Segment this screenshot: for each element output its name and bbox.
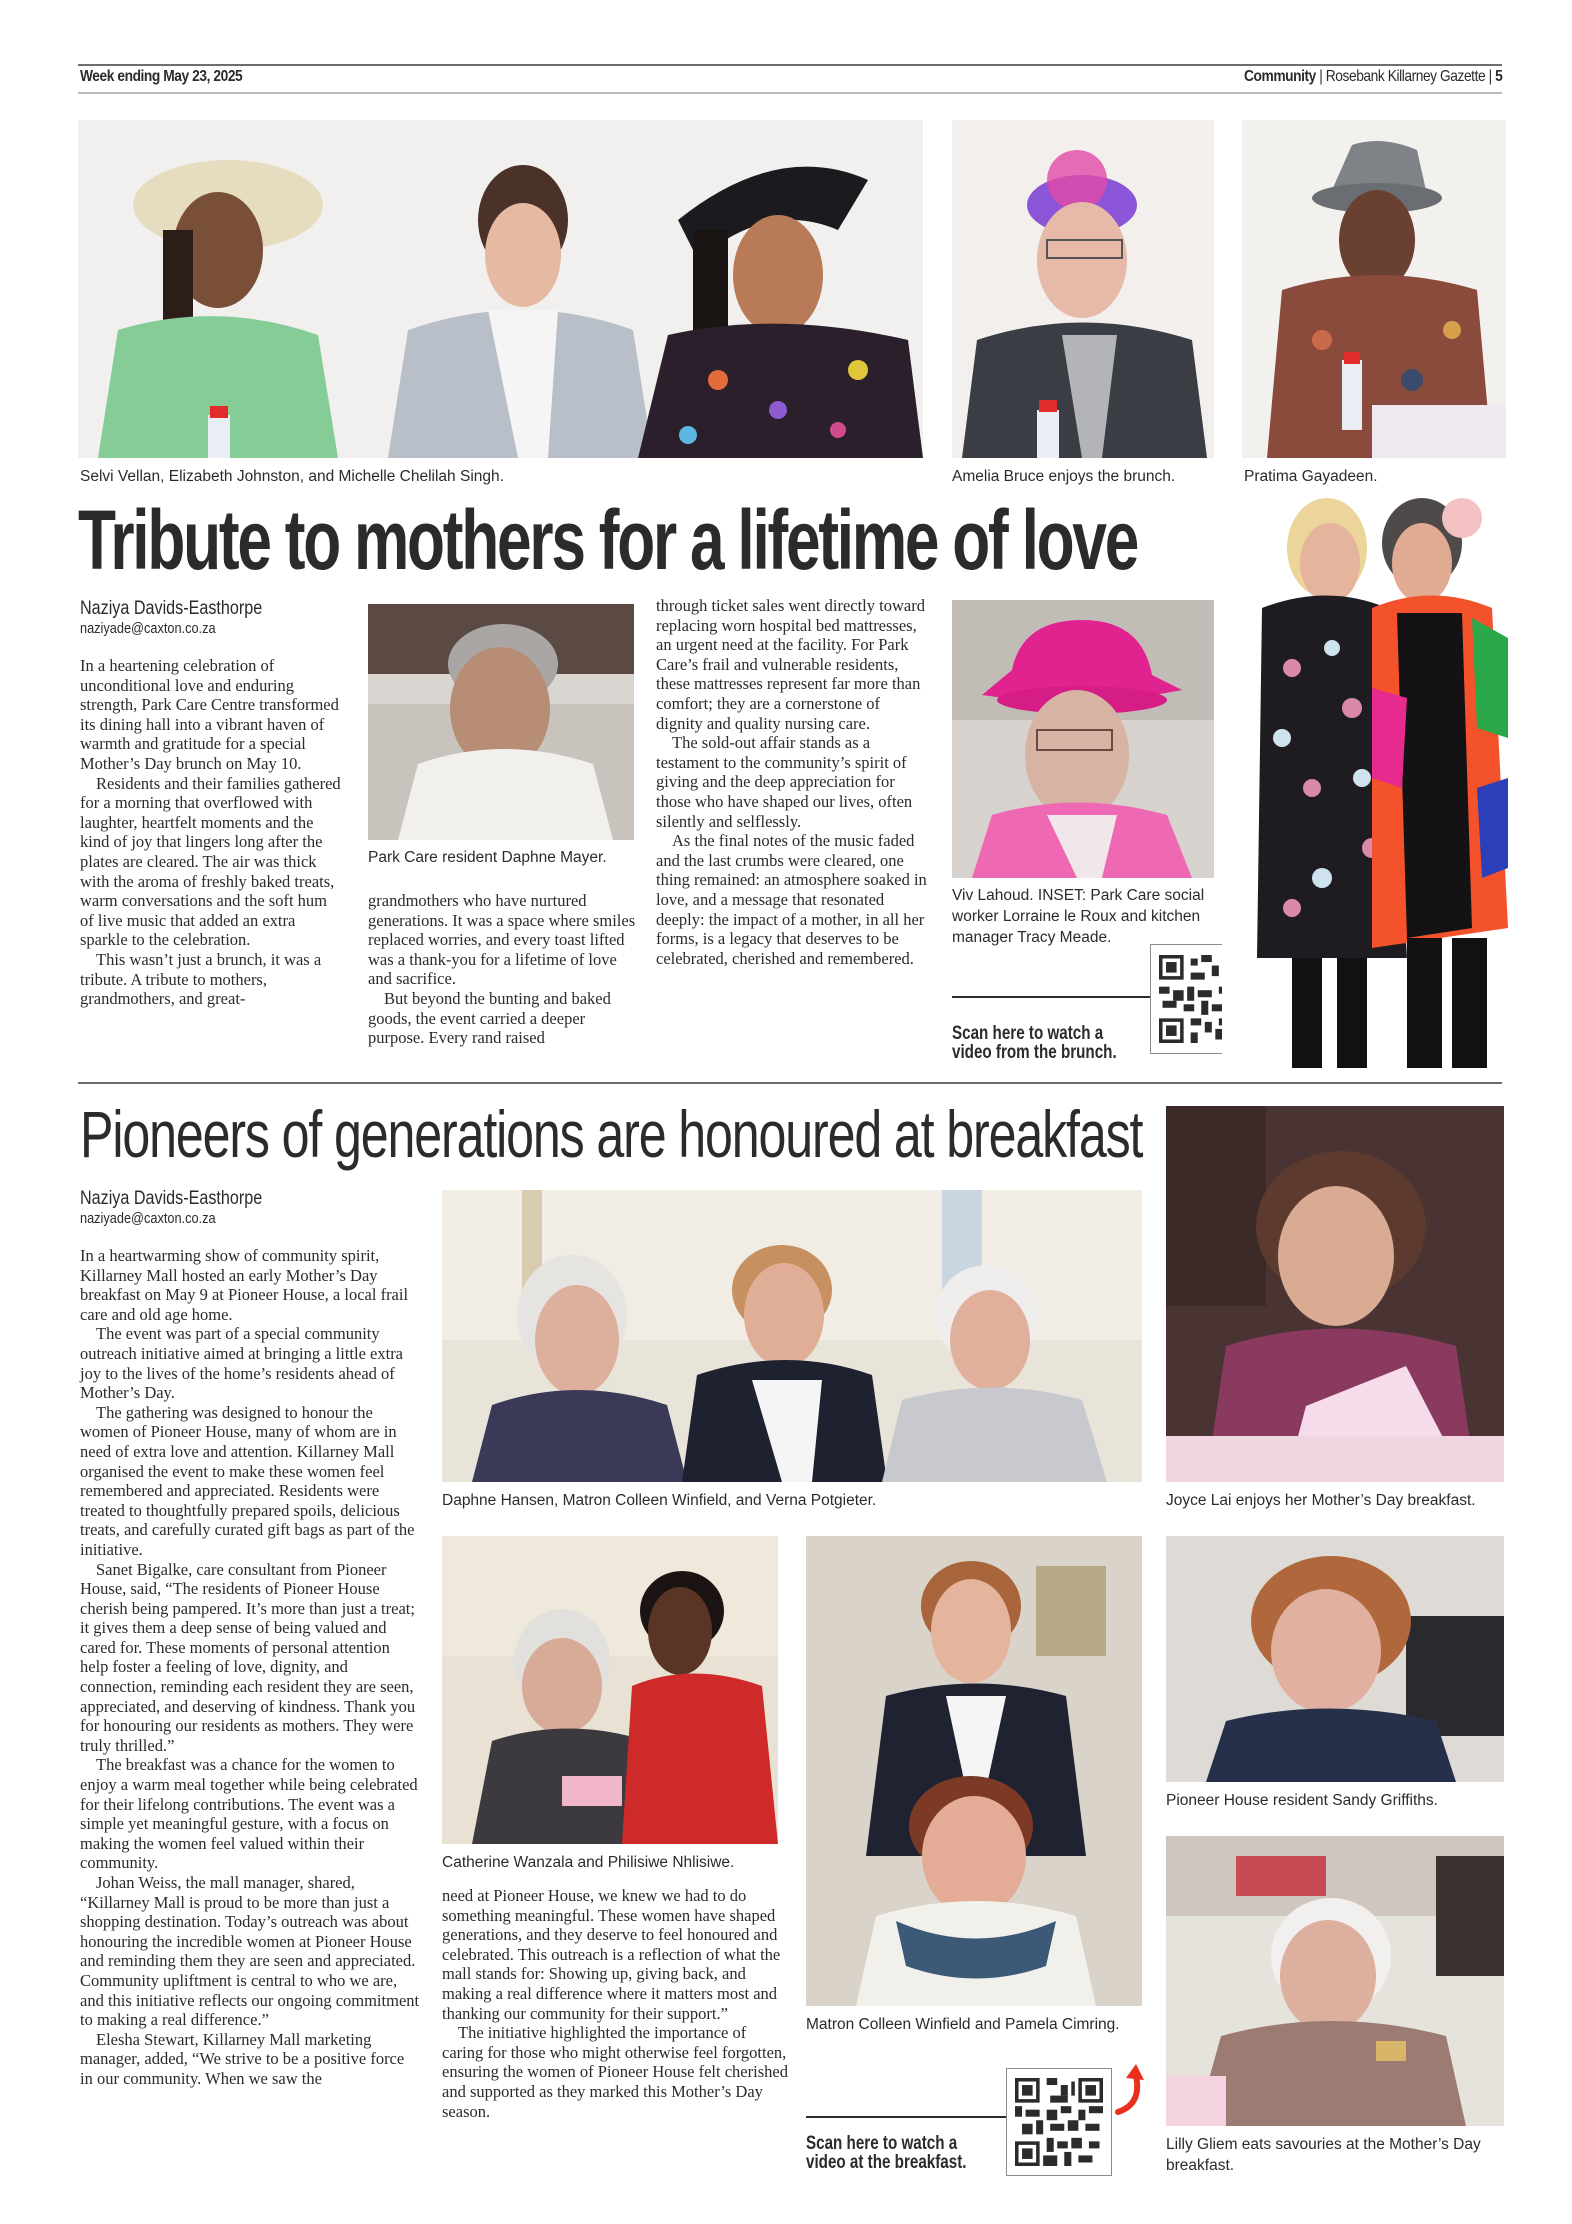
folio-bottom-rule	[78, 92, 1502, 94]
paragraph: need at Pioneer House, we knew we had to do something meaningful. These women have shaped generations, and they deserve to feel honoured and celebrated. This outreach is a reflection of what the mall stands for: Showing up, giving back, and making a real difference where it matters most and thanking our community for their support.”	[442, 1886, 781, 2023]
photo-catherine-philisiwe	[442, 1536, 778, 1844]
photo-caption: Catherine Wanzala and Philisiwe Nhlisiwe.	[442, 1854, 735, 1871]
qr-rule	[806, 2116, 1006, 2118]
photo-caption: Joyce Lai enjoys her Mother’s Day breakfast.	[1166, 1492, 1476, 1509]
paragraph: Residents and their families gathered for a morning that overflowed with laughter, heartfelt moments and the kind of joy that lingers long after the plates are cleared. The air was thick with the aroma of freshly baked treats, warm conversations and the soft hum of live music that added an extra sparkle to the celebration.	[80, 773, 341, 950]
paragraph: The gathering was designed to honour the women of Pioneer House, many of whom are in need of extra love and attention. Killarney Mall organised the event to make these women feel remembered and appreciated. Residents were treated to thoughtfully prepared spoils, delicious treats, and carefully curated gift bags as part of the initiative.	[80, 1402, 415, 1559]
paragraph: Elesha Stewart, Killarney Mall marketing manager, added, “We strive to be a positive force in our community. When we saw the	[80, 2029, 405, 2088]
story1-column-2	[368, 891, 640, 1048]
paragraph: The initiative highlighted the importance of caring for those who might otherwise feel forgotten, ensuring the women of Pioneer House felt cherished and supported as they marked this Mother’s Day season.	[442, 2023, 788, 2121]
paragraph: This wasn’t just a brunch, it was a tribute. A tribute to mothers, grandmothers, and great-	[80, 949, 322, 1009]
photo-caption: Lilly Gliem eats savouries at the Mother’s Day breakfast.	[1166, 2136, 1481, 2174]
photo-three-women	[78, 120, 923, 458]
folio-section-name: Community	[1243, 68, 1316, 85]
paragraph: grandmothers who have nurtured generations. It was a space where smiles replaced worries, and every toast lifted was a thank-you for a lifetime of love and sacrifice.	[368, 891, 636, 989]
qr-rule	[952, 996, 1152, 998]
photo-inset-lorraine-tracy	[1222, 488, 1508, 1088]
photo-daphne-mayer	[368, 604, 634, 840]
photo-amelia-bruce	[952, 120, 1214, 458]
story1-column-3	[656, 596, 928, 968]
photo-joyce-lai	[1166, 1106, 1504, 1482]
qr-code-icon	[1015, 2077, 1103, 2167]
byline-email: naziyade@caxton.co.za	[80, 620, 216, 637]
photo-caption: Viv Lahoud. INSET: Park Care social worker Lorraine le Roux and kitchen manager Tracy Meade.	[952, 887, 1205, 946]
byline-story1	[80, 598, 294, 638]
folio-separator: |	[1318, 68, 1323, 85]
photo-caption: Daphne Hansen, Matron Colleen Winfield, and Verna Potgieter.	[442, 1492, 877, 1509]
paragraph: The event was part of a special community outreach initiative aimed at bringing a little extra joy to the lives of the home’s residents ahead of Mother’s Day.	[80, 1324, 404, 1403]
photo-daphne-colleen-verna	[442, 1190, 1142, 1482]
story2-column-1	[80, 1246, 420, 2089]
paragraph: In a heartwarming show of community spirit, Killarney Mall hosted an early Mother’s Day breakfast on May 9 at Pioneer House, a local frail care and old age home.	[80, 1246, 409, 1324]
qr-label-line1: Scan here to watch a	[952, 1023, 1104, 1044]
folio-date: Week ending May 23, 2025	[80, 68, 243, 85]
byline-author: Naziya Davids-Easthorpe	[80, 598, 263, 619]
photo-sandy-griffiths	[1166, 1536, 1504, 1782]
folio-section	[1244, 68, 1502, 86]
story1-column-1	[80, 656, 342, 1009]
byline-author: Naziya Davids-Easthorpe	[80, 1188, 263, 1209]
paragraph: Sanet Bigalke, care consultant from Pioneer House, said, “The residents of Pioneer House cherish being pampered. It’s more than just a treat; it gives them a deep sense of being valued and cared for. These moments of personal attention help foster a feeling of love, dignity, and connection, reminding each resident they are seen, appreciated, and deserving of kindness. Thank you for honouring our residents as mothers. They were truly thrilled.”	[80, 1559, 416, 1755]
curved-arrow-icon	[1114, 2060, 1148, 2116]
qr-label-line2: video from the brunch.	[952, 1042, 1117, 1063]
folio-separator: |	[1488, 68, 1492, 85]
headline-story2: Pioneers of generations are honoured at breakfast	[80, 1097, 1143, 1171]
photo-caption: Park Care resident Daphne Mayer.	[368, 849, 607, 866]
folio-publication: Rosebank Killarney Gazette	[1325, 68, 1485, 85]
paragraph: In a heartening celebration of unconditional love and enduring strength, Park Care Centre transformed its dining hall into a vibrant haven of warmth and gratitude for a special Mother’s Day brunch on May 10.	[80, 656, 339, 773]
paragraph: The breakfast was a chance for the women to enjoy a warm meal together while being celebrated for their lifelong contributions. The event was a simple yet meaningful gesture, with a focus on making the women feel valued within their community.	[80, 1755, 418, 1873]
photo-pratima-gayadeen	[1242, 120, 1506, 458]
photo-caption: Pratima Gayadeen.	[1244, 468, 1378, 485]
paragraph: But beyond the bunting and baked goods, the event carried a deeper purpose. Every rand raised	[368, 988, 611, 1048]
photo-caption: Matron Colleen Winfield and Pamela Cimring.	[806, 2016, 1120, 2033]
paragraph: As the final notes of the music faded and the last crumbs were cleared, one thing remained: an atmosphere soaked in love, and a message that resonated deeply: the impact of a mother, in all her forms, is a legacy that deserves to be celebrated, cherished and remembered.	[656, 831, 927, 968]
byline-story2	[80, 1188, 294, 1228]
qr-label-line1: Scan here to watch a	[806, 2133, 958, 2154]
section-divider	[78, 1082, 1502, 1084]
byline-email: naziyade@caxton.co.za	[80, 1210, 216, 1227]
paragraph: Johan Weiss, the mall manager, shared, “Killarney Mall is proud to be more than just a shopping destination. Today’s outreach was about honouring the incredible women at Pioneer House and reminding them they are seen and appreciated. Community upliftment is central to who we are, and this initiative reflects our ongoing commitment to making a real difference.”	[80, 1873, 420, 2030]
photo-viv-lahoud	[952, 600, 1214, 878]
story2-column-2	[442, 1886, 788, 2121]
qr-code-breakfast[interactable]	[1006, 2068, 1112, 2176]
photo-lilly-gliem	[1166, 1836, 1504, 2126]
qr-label-story1	[952, 1024, 1158, 1062]
folio-page-number: 5	[1494, 68, 1502, 85]
paragraph: The sold-out affair stands as a testament to the community’s spirit of giving and the deep appreciation for those who have shaped our lives, often silently and selflessly.	[656, 733, 913, 831]
photo-caption: Pioneer House resident Sandy Griffiths.	[1166, 1792, 1438, 1809]
photo-colleen-pamela	[806, 1536, 1142, 2006]
folio-top-rule	[78, 64, 1502, 66]
photo-caption: Selvi Vellan, Elizabeth Johnston, and Michelle Chelilah Singh.	[80, 468, 504, 485]
photo-caption: Amelia Bruce enjoys the brunch.	[952, 468, 1176, 485]
qr-label-line2: video at the breakfast.	[806, 2152, 967, 2173]
paragraph: through ticket sales went directly toward replacing worn hospital bed mattresses, an urgent need at the facility. For Park Care’s frail and vulnerable residents, these mattresses represent far more than comfort; they are a cornerstone of dignity and quality nursing care.	[656, 596, 925, 733]
headline-story1: Tribute to mothers for a lifetime of love	[78, 493, 1138, 587]
qr-label-story2	[806, 2134, 1007, 2172]
